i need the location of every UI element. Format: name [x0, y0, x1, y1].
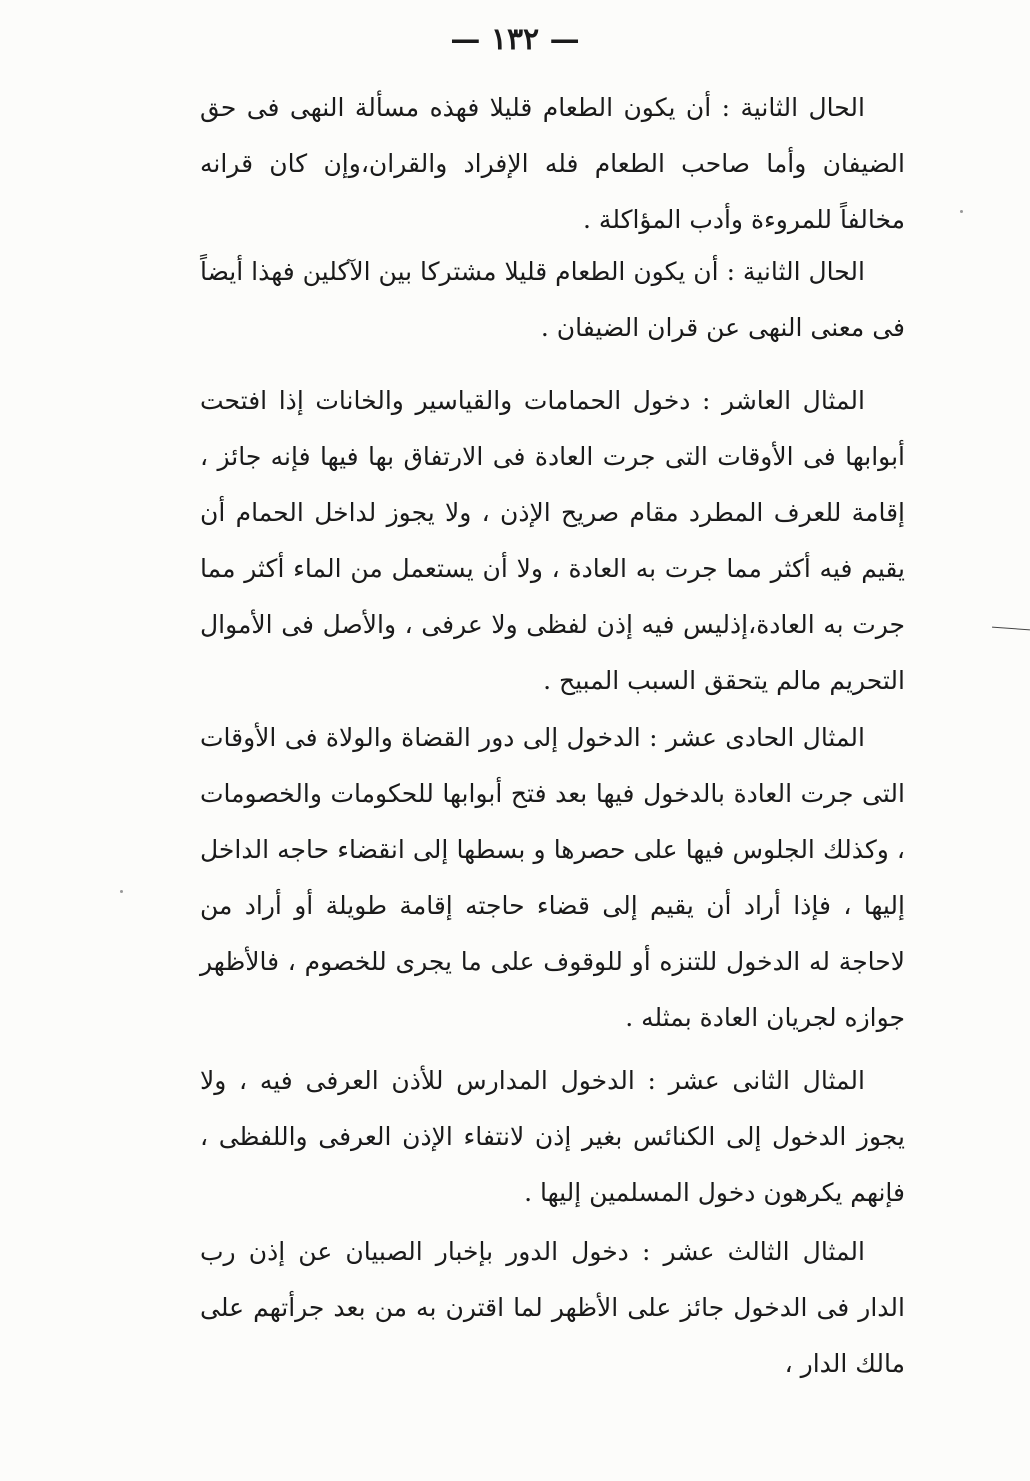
margin-mark — [992, 627, 1030, 631]
page-number: — ١٣٢ — — [450, 22, 580, 57]
paragraph-text: الحال الثانية : أن يكون الطعام قليلا فهذه مسألة النهى فى حق الضيفان وأما صاحب الطعام فله الإفراد والقران،وإن كان قرانه مخالفاً للمروءة وأدب المؤاكلة . — [200, 93, 905, 234]
paragraph-2 — [200, 244, 905, 356]
scan-speck — [960, 210, 963, 213]
paragraph-6 — [200, 1224, 905, 1392]
paragraph-1 — [200, 80, 905, 248]
paragraph-5 — [200, 1053, 905, 1221]
paragraph-text: المثال العاشر : دخول الحمامات والقياسير والخانات إذا افتحت أبوابها فى الأوقات التى جرت العادة فى الارتفاق بها فيها فإنه جائز ، إقامة للعرف المطرد مقام صريح الإذن ، ولا يجوز لداخل الحمام أن يقيم فيه أكثر مما جرت به العادة ، ولا أن يستعمل من الماء أكثر مما جرت به العادة،إذليس فيه إذن لفظى ولا عرفى ، والأصل فى الأموال التحريم مالم يتحقق السبب المبيح . — [200, 386, 905, 695]
paragraph-text: المثال الحادى عشر : الدخول إلى دور القضاة والولاة فى الأوقات التى جرت العادة بالدخول فيها بعد فتح أبوابها للحكومات والخصومات ، وكذلك الجلوس فيها على حصرها و بسطها إلى انقضاء حاجه الداخل إليها ، فإذا أراد أن يقيم إلى قضاء حاجته إقامة طويلة أو أراد من لاحاجة له الدخول للتنزه أو للوقوف على ما يجرى للخصوم ، فالأظهر جوازه لجريان العادة بمثله . — [200, 723, 905, 1032]
paragraph-text: الحال الثانية : أن يكون الطعام قليلا مشتركا بين الآكلين فهذا أيضاً فى معنى النهى عن قران الضيفان . — [200, 257, 905, 342]
paragraph-text: المثال الثالث عشر : دخول الدور بإخبار الصبيان عن إذن رب الدار فى الدخول جائز على الأظهر لما اقترن به من بعد جرأتهم على مالك الدار ، — [200, 1237, 905, 1378]
paragraph-4 — [200, 710, 905, 1046]
paragraph-text: المثال الثانى عشر : الدخول المدارس للأذن العرفى فيه ، ولا يجوز الدخول إلى الكنائس بغير إذن لانتفاء الإذن العرفى واللفظى ، فإنهم يكرهون دخول المسلمين إليها . — [200, 1066, 905, 1207]
scan-speck — [120, 890, 123, 893]
paragraph-3 — [200, 373, 905, 709]
